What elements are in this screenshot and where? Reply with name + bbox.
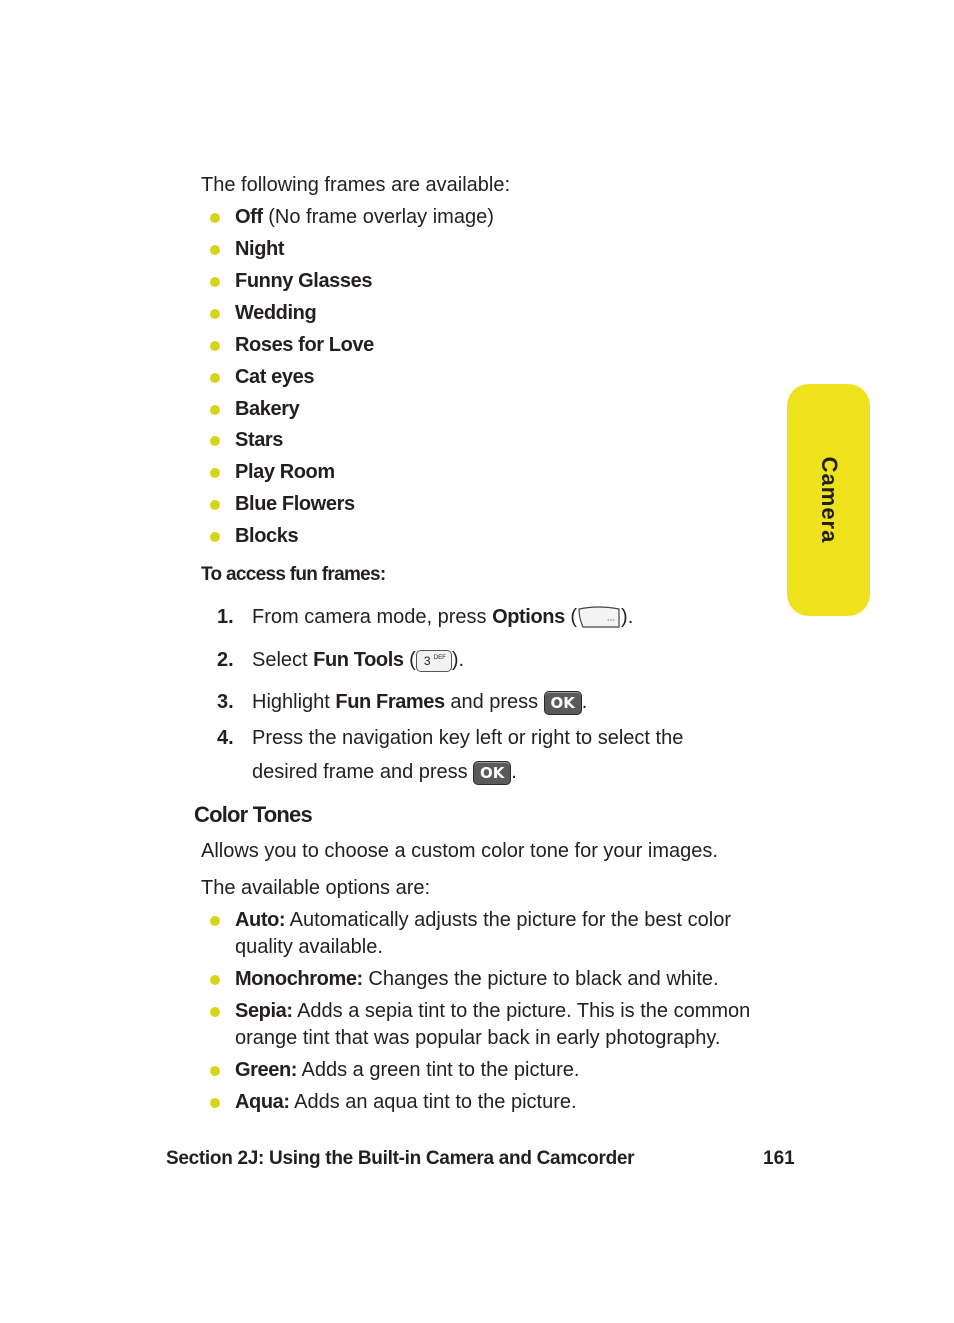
step-text-continued: desired frame and press OK . — [252, 761, 517, 783]
step-number: 4. — [217, 727, 234, 749]
list-item: Sepia: Adds a sepia tint to the picture. This is the common — [235, 1000, 751, 1022]
bullet-icon — [210, 468, 220, 478]
list-item: Roses for Love — [235, 334, 374, 356]
options-dots: ··· — [606, 615, 616, 626]
list-item: Night — [235, 238, 285, 260]
list-item: Play Room — [235, 461, 335, 483]
options-intro: The available options are: — [201, 877, 431, 899]
bullet-icon — [210, 213, 220, 223]
footer-section: Section 2J: Using the Built-in Camera and Camcorder — [166, 1148, 635, 1169]
frames-intro: The following frames are available: — [201, 174, 511, 196]
step-number: 2. — [217, 649, 234, 671]
bullet-icon — [210, 277, 220, 287]
list-item: Green: Adds a green tint to the picture. — [235, 1059, 580, 1081]
bullet-icon — [210, 245, 220, 255]
list-item: Off (No frame overlay image) — [235, 206, 494, 228]
list-item: Aqua: Adds an aqua tint to the picture. — [235, 1091, 577, 1113]
list-item: Wedding — [235, 302, 317, 324]
list-item: Stars — [235, 429, 284, 451]
bullet-icon — [210, 975, 220, 985]
list-item-continued: quality available. — [235, 936, 383, 958]
bullet-icon — [210, 373, 220, 383]
list-item: Blue Flowers — [235, 493, 355, 515]
three-key-digit: 3 — [423, 653, 431, 668]
step-number: 3. — [217, 691, 234, 713]
bullet-icon — [210, 341, 220, 351]
list-item: Monochrome: Changes the picture to black and white. — [235, 968, 719, 990]
bullet-icon — [210, 500, 220, 510]
page-number: 161 — [763, 1148, 795, 1169]
step-number: 1. — [217, 606, 234, 628]
list-item: Blocks — [235, 525, 299, 547]
procedure-title: To access fun frames: — [201, 564, 386, 585]
list-item: Auto: Automatically adjusts the picture for the best color — [235, 909, 731, 931]
bullet-icon — [210, 532, 220, 542]
list-item: Bakery — [235, 398, 300, 420]
bullet-icon — [210, 436, 220, 446]
bullet-icon — [210, 309, 220, 319]
list-item: Funny Glasses — [235, 270, 373, 292]
step-text: Highlight Fun Frames and press OK . — [252, 691, 588, 713]
bullet-icon — [210, 1066, 220, 1076]
bullet-icon — [210, 1098, 220, 1108]
three-key-icon — [416, 650, 452, 672]
ok-key-icon: OK — [473, 761, 511, 785]
side-tab — [787, 384, 870, 616]
list-item-continued: orange tint that was popular back in early photography. — [235, 1027, 721, 1049]
list-item: Cat eyes — [235, 366, 315, 388]
step-text: From camera mode, press Options ( ··· ). — [252, 606, 634, 628]
ok-key-icon: OK — [544, 691, 582, 715]
color-intro: Allows you to choose a custom color tone for your images. — [201, 840, 718, 862]
step-text: Select Fun Tools ( 3 DEF ). — [252, 649, 465, 671]
side-tab-label: Camera — [816, 456, 842, 544]
bullet-icon — [210, 916, 220, 926]
options-key-icon — [577, 606, 621, 630]
section-heading: Color Tones — [194, 802, 312, 827]
step-text: Press the navigation key left or right to select the — [252, 727, 684, 749]
three-key-letters: DEF — [433, 654, 446, 661]
bullet-icon — [210, 405, 220, 415]
bullet-icon — [210, 1007, 220, 1017]
